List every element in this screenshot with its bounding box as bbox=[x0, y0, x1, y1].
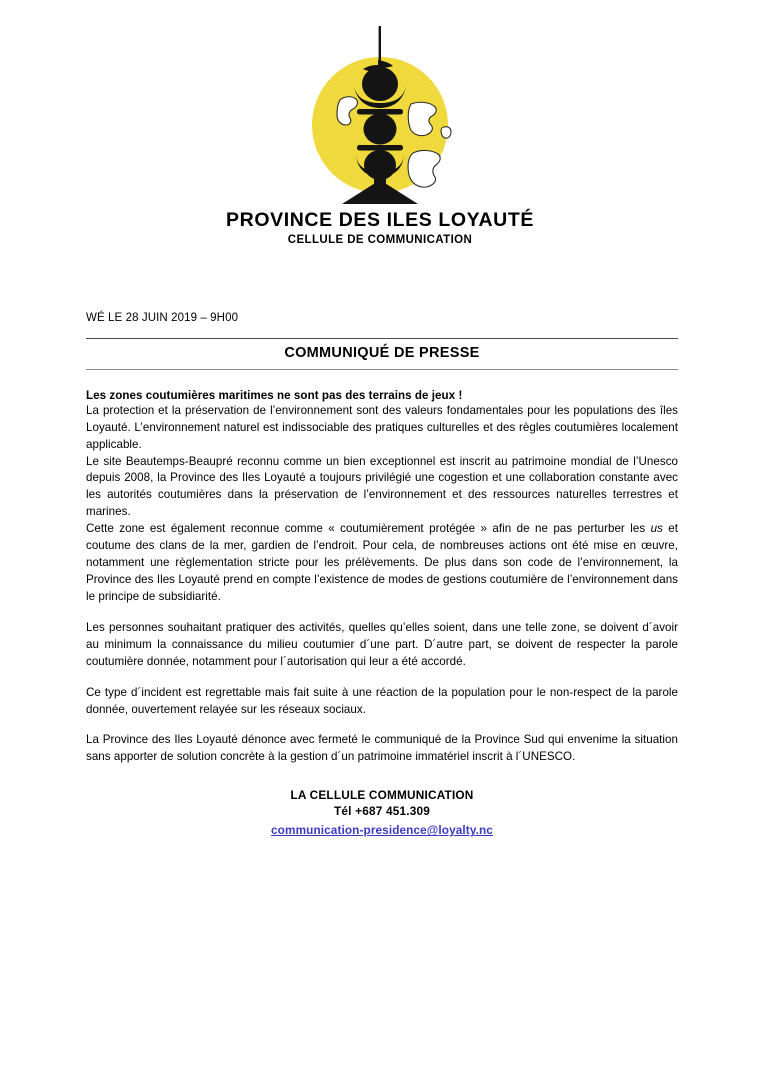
paragraph-p4: Les personnes souhaitant pratiquer des activités, quelles qu’elles soient, dans une telle zone, se doivent d´avoir au minimum la connaissance du milieu coutumier d´une part. D´autre part, se doivent de respecter la parole coutumière donnée, notamment pour l´autorisation qui leur a été accordé. bbox=[86, 620, 678, 668]
paragraph-p2: Le site Beautemps-Beaupré reconnu comme un bien exceptionnel est inscrit au patrimoine mondial de l’Unesco depuis 2008, la Province des Iles Loyauté a toujours privilégié une cogestion et une collaboration constante avec les autorités coutumières dans la préservation de l’environnement et des ressources naturelles terrestres et marines. bbox=[86, 454, 678, 519]
paragraph-p3-part1: Cette zone est également reconnue comme « coutumièrement protégée » afin de ne pas perturber les bbox=[86, 522, 651, 536]
page-title: COMMUNIQUÉ DE PRESSE bbox=[284, 345, 480, 362]
press-release-title-block bbox=[86, 338, 678, 370]
paragraph-p3 bbox=[86, 521, 678, 606]
document-content bbox=[86, 311, 678, 840]
paragraph-p6: La Province des Iles Loyauté dénonce avec fermeté le communiqué de la Province Sud qui envenime la situation sans apporter de solution concrète à la gestion d´un patrimoine immatériel inscrit à l´UNESCO. bbox=[86, 733, 678, 764]
lede-headline: Les zones coutumières maritimes ne sont pas des terrains de jeux ! bbox=[86, 388, 463, 402]
dateline: WÉ LE 28 JUIN 2019 – 9H00 bbox=[86, 312, 239, 325]
paragraph-p5: Ce type d´incident est regrettable mais fait suite à une réaction de la population pour le non-respect de la parole donnée, ouvertement relayée sur les réseaux sociaux. bbox=[86, 685, 678, 716]
organization-name: PROVINCE DES ILES LOYAUTÉ bbox=[226, 209, 534, 231]
paragraph-p3-part2: et coutume des clans de la mer, gardien de l’endroit. Pour cela, de nombreuses actions ont été mise en œuvre, notamment une règlementation stricte pour les prélèvements. De plus dans son code de l’environnement, la Province des Iles Loyauté prend en compte l’existence de modes de gestions coutumière de l’environnement dans le principe de subsidiarité. bbox=[86, 522, 679, 603]
signature-email-link[interactable]: communication-presidence@loyalty.nc bbox=[271, 823, 493, 838]
paragraph-p1: La protection et la préservation de l’environnement sont des valeurs fondamentales pour les populations des îles Loyauté. L’environnement naturel est indissociable des pratiques culturelles et des règles coutumières localement applicable. bbox=[86, 403, 678, 451]
totem-logo-icon bbox=[280, 22, 480, 204]
signature-phone: Tél +687 451.309 bbox=[333, 803, 430, 818]
letterhead bbox=[0, 0, 760, 247]
organization-department: CELLULE DE COMMUNICATION bbox=[287, 234, 473, 247]
paragraph-p3-italic-term: us bbox=[650, 522, 663, 536]
signature-name: LA CELLULE COMMUNICATION bbox=[290, 788, 474, 803]
organization-logo bbox=[280, 22, 480, 204]
signature-block bbox=[86, 788, 678, 840]
